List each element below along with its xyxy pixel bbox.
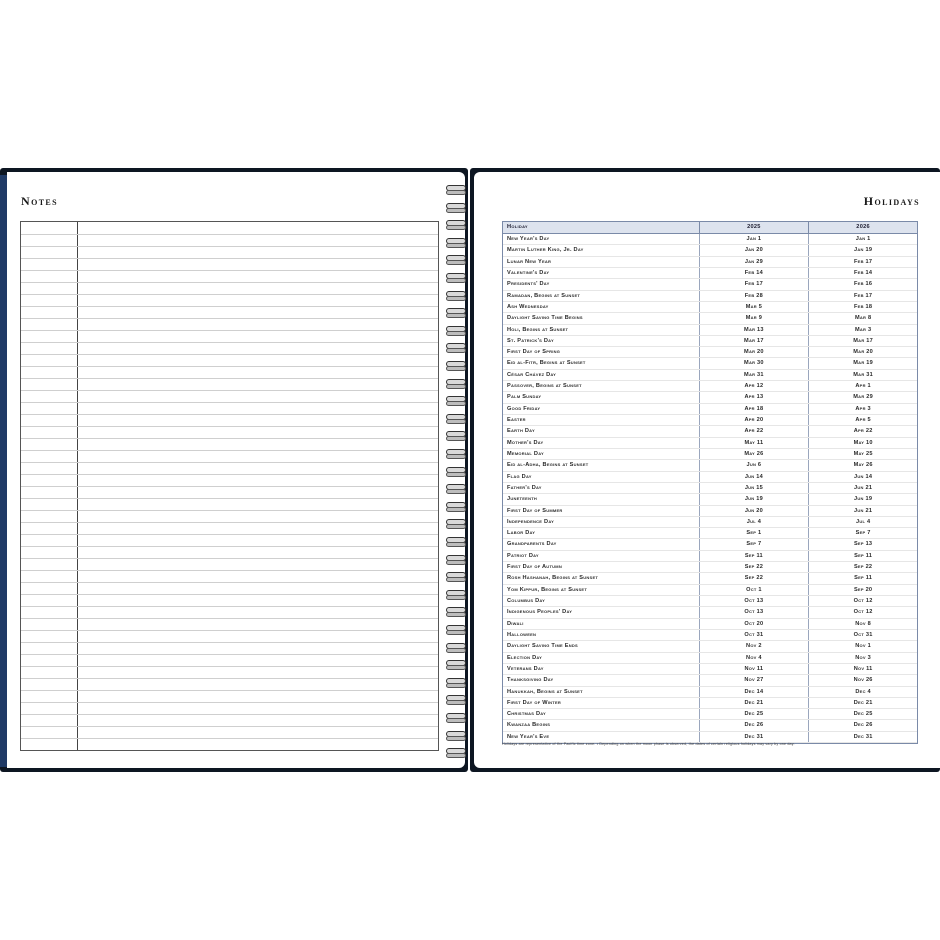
spiral-ring (444, 730, 466, 741)
date-2026-cell: Feb 17 (854, 258, 873, 265)
date-2025-cell: Sep 7 (700, 539, 810, 549)
date-2025-cell: Dec 14 (700, 687, 810, 697)
table-row (503, 370, 917, 381)
spiral-ring (444, 202, 466, 213)
date-2026-cell: Apr 5 (855, 417, 871, 423)
date-2025-cell: Apr 12 (700, 381, 810, 391)
table-row (503, 653, 917, 664)
spiral-ring (444, 307, 466, 318)
date-2026-cell: Dec 31 (853, 733, 873, 740)
date-2025-cell: Jul 4 (700, 517, 810, 527)
ruled-line (21, 690, 438, 691)
date-2026-cell: Jul 4 (855, 518, 871, 525)
date-2026-cell: Sep 13 (853, 541, 873, 548)
date-2025-cell: Jun 6 (700, 460, 810, 470)
holiday-name-cell: First Day of Summer (503, 506, 700, 516)
date-2025-cell: Nov 4 (700, 653, 810, 663)
spiral-ring (444, 501, 466, 512)
ruled-line (21, 390, 438, 391)
holiday-name-cell: First Day of Winter (503, 698, 700, 708)
holiday-name-cell: Independence Day (503, 517, 700, 527)
holiday-name-cell: Thanksgiving Day (503, 675, 700, 685)
date-2025-cell: Feb 28 (700, 291, 810, 301)
date-2025-cell: Mar 5 (700, 302, 810, 312)
date-2026-cell: Oct 31 (853, 631, 873, 638)
holiday-name-cell: Easter (503, 415, 700, 425)
ruled-line (21, 366, 438, 367)
holidays-page (474, 172, 940, 768)
date-2026-cell: Mar 20 (853, 349, 873, 356)
table-row (503, 698, 917, 709)
date-2025-cell: Sep 22 (700, 562, 810, 572)
ruled-line (21, 522, 438, 523)
spiral-binding-icon (444, 176, 466, 766)
date-2026-cell: Sep 7 (855, 530, 871, 537)
holiday-name-cell: Yom Kippur, Begins at Sunset (503, 585, 700, 595)
date-2026-cell: Feb 16 (854, 281, 873, 288)
holiday-name-cell: Presidents' Day (503, 279, 700, 289)
holidays-table-header (502, 221, 918, 234)
table-row (503, 585, 917, 596)
table-row (503, 494, 917, 505)
date-2026-cell: Jan 1 (855, 236, 871, 242)
ruled-line (21, 354, 438, 355)
spiral-ring (444, 642, 466, 653)
table-row (503, 460, 917, 471)
date-2025-cell: Oct 1 (700, 585, 810, 595)
table-row (503, 517, 917, 528)
spiral-ring (444, 219, 466, 230)
ruled-line (21, 630, 438, 631)
date-2026-cell: Jun 21 (854, 507, 873, 514)
cover-edge (0, 175, 7, 767)
spiral-ring (444, 606, 466, 617)
table-row (503, 472, 917, 483)
holidays-footnote: Holidays are representative of the Pacific time zone. • Depending on when the moon phase is observed, the dates of certain religious holidays may vary by one day. (502, 742, 795, 746)
date-2026-cell: Mar 29 (853, 394, 873, 401)
date-2025-cell: Feb 17 (700, 279, 810, 289)
ruled-line (21, 474, 438, 475)
spiral-ring (444, 694, 466, 705)
spiral-ring (444, 184, 466, 195)
holiday-name-cell: Daylight Saving Time Begins (503, 313, 700, 323)
holiday-name-cell: Ramadan, Begins at Sunset (503, 291, 700, 301)
ruled-line (21, 318, 438, 319)
table-row (503, 641, 917, 652)
date-2025-cell: Oct 31 (700, 630, 810, 640)
date-2026-cell: Oct 12 (853, 609, 873, 616)
ruled-line (21, 714, 438, 715)
date-2025-cell: Oct 20 (700, 619, 810, 629)
holiday-name-cell: Columbus Day (503, 596, 700, 606)
date-2025-cell: May 11 (700, 438, 810, 448)
holiday-name-cell: Palm Sunday (503, 392, 700, 402)
date-2026-cell: Apr 3 (855, 405, 871, 412)
date-2025-cell: Feb 14 (700, 268, 810, 278)
table-row (503, 619, 917, 630)
ruled-line (21, 426, 438, 427)
spiral-ring (444, 290, 466, 301)
holiday-name-cell: Labor Day (503, 528, 700, 538)
holiday-name-cell: Mother's Day (503, 438, 700, 448)
spiral-ring (444, 430, 466, 441)
column-header-holiday: Holiday (503, 222, 700, 233)
table-row (503, 664, 917, 675)
ruled-line (21, 342, 438, 343)
holiday-name-cell: Earth Day (503, 426, 700, 436)
ruled-line (21, 414, 438, 415)
notes-page (7, 172, 465, 768)
holiday-name-cell: Flag Day (503, 472, 700, 482)
date-2026-cell: Dec 21 (853, 699, 873, 706)
table-row (503, 449, 917, 460)
table-row (503, 358, 917, 369)
date-2025-cell: Jun 19 (700, 494, 810, 504)
date-2025-cell: Dec 31 (700, 732, 810, 742)
table-row (503, 720, 917, 731)
spiral-ring (444, 659, 466, 670)
holiday-name-cell: Martin Luther King, Jr. Day (503, 245, 700, 255)
table-row (503, 336, 917, 347)
table-row (503, 562, 917, 573)
table-row (503, 392, 917, 403)
spiral-ring (444, 589, 466, 600)
date-2025-cell: Nov 27 (700, 675, 810, 685)
ruled-line (21, 558, 438, 559)
holiday-name-cell: Ash Wednesday (503, 302, 700, 312)
date-2026-cell: May 10 (853, 439, 873, 446)
table-row (503, 506, 917, 517)
spiral-ring (444, 272, 466, 283)
ruled-line (21, 258, 438, 259)
holiday-name-cell: Kwanzaa Begins (503, 720, 700, 730)
ruled-line (21, 294, 438, 295)
spiral-ring (444, 536, 466, 547)
date-2025-cell: Nov 2 (700, 641, 810, 651)
ruled-line (21, 582, 438, 583)
table-row (503, 630, 917, 641)
ruled-line (21, 510, 438, 511)
date-2025-cell: Apr 22 (700, 426, 810, 436)
holidays-table-body (502, 234, 918, 744)
holiday-name-cell: Grandparents Day (503, 539, 700, 549)
table-row (503, 483, 917, 494)
date-2025-cell: Mar 17 (700, 336, 810, 346)
holiday-name-cell: Christmas Day (503, 709, 700, 719)
date-2025-cell: Jan 20 (700, 245, 810, 255)
date-2025-cell: May 26 (700, 449, 810, 459)
spiral-ring (444, 554, 466, 565)
holiday-name-cell: Good Friday (503, 404, 700, 414)
table-row (503, 426, 917, 437)
holiday-name-cell: Lunar New Year (503, 257, 700, 267)
holiday-name-cell: César Chávez Day (503, 370, 700, 380)
holiday-name-cell: Halloween (503, 630, 700, 640)
ruled-line (21, 642, 438, 643)
spiral-ring (444, 571, 466, 582)
date-2025-cell: Mar 9 (700, 313, 810, 323)
holiday-name-cell: First Day of Autumn (503, 562, 700, 572)
spiral-ring (444, 466, 466, 477)
ruled-line (21, 282, 438, 283)
holiday-name-cell: Diwali (503, 619, 700, 629)
date-2026-cell: Mar 3 (854, 326, 872, 333)
date-2025-cell: Mar 13 (700, 325, 810, 335)
holiday-name-cell: Rosh Hashanah, Begins at Sunset (503, 573, 700, 583)
holiday-name-cell: Father's Day (503, 483, 700, 493)
holiday-name-cell: Juneteenth (503, 494, 700, 504)
date-2025-cell: Mar 20 (700, 347, 810, 357)
spiral-ring (444, 254, 466, 265)
holiday-name-cell: Election Day (503, 653, 700, 663)
date-2025-cell: Sep 1 (700, 528, 810, 538)
ruled-line (21, 378, 438, 379)
ruled-line (21, 306, 438, 307)
date-2026-cell: Apr 22 (853, 428, 873, 435)
ruled-line (21, 534, 438, 535)
table-row (503, 607, 917, 618)
ruled-line (21, 654, 438, 655)
date-2025-cell: Mar 31 (700, 370, 810, 380)
date-2025-cell: Mar 30 (700, 358, 810, 368)
date-2026-cell: Apr 1 (855, 383, 871, 390)
table-row (503, 325, 917, 336)
date-2026-cell: Jun 21 (854, 484, 873, 491)
spiral-ring (444, 677, 466, 688)
date-2026-cell: Sep 22 (853, 564, 873, 571)
table-row (503, 313, 917, 324)
ruled-line (21, 450, 438, 451)
ruled-line (21, 498, 438, 499)
column-header-2025: 2025 (700, 222, 810, 233)
table-row (503, 573, 917, 584)
ruled-line (21, 270, 438, 271)
table-row (503, 257, 917, 268)
date-2025-cell: Sep 11 (700, 551, 810, 561)
holiday-name-cell: New Year's Day (503, 234, 700, 244)
table-row (503, 291, 917, 302)
holiday-name-cell: Hanukkah, Begins at Sunset (503, 687, 700, 697)
table-row (503, 404, 917, 415)
date-2026-cell: Mar 19 (853, 360, 873, 367)
date-2026-cell: Mar 8 (854, 315, 872, 322)
ruled-line (21, 546, 438, 547)
holiday-name-cell: Passover, Begins at Sunset (503, 381, 700, 391)
spiral-ring (444, 237, 466, 248)
table-row (503, 415, 917, 426)
spiral-ring (444, 395, 466, 406)
date-2026-cell: Feb 14 (854, 269, 873, 276)
table-row (503, 438, 917, 449)
holiday-name-cell: Daylight Saving Time Ends (503, 641, 700, 651)
table-row (503, 539, 917, 550)
date-2026-cell: Sep 11 (854, 552, 873, 559)
spiral-ring (444, 624, 466, 635)
spiral-ring (444, 483, 466, 494)
date-2025-cell: Nov 11 (700, 664, 810, 674)
holiday-name-cell: Valentine's Day (503, 268, 700, 278)
date-2025-cell: Apr 13 (700, 392, 810, 402)
table-row (503, 596, 917, 607)
table-row (503, 268, 917, 279)
date-2025-cell: Jan 1 (700, 234, 810, 244)
date-2025-cell: Jun 20 (700, 506, 810, 516)
date-2025-cell: Apr 20 (700, 415, 810, 425)
holiday-name-cell: Veterans Day (503, 664, 700, 674)
ruled-line (21, 726, 438, 727)
date-2026-cell: May 25 (853, 450, 873, 457)
ruled-line (21, 594, 438, 595)
table-row (503, 245, 917, 256)
table-row (503, 675, 917, 686)
table-row (503, 302, 917, 313)
spiral-ring (444, 518, 466, 529)
ruled-line (21, 606, 438, 607)
date-2026-cell: Dec 4 (855, 688, 871, 695)
ruled-line (21, 402, 438, 403)
date-2025-cell: Oct 13 (700, 596, 810, 606)
ruled-line (21, 678, 438, 679)
table-row (503, 687, 917, 698)
ruled-line (21, 438, 438, 439)
date-2026-cell: Feb 17 (854, 292, 873, 299)
date-2025-cell: Sep 22 (700, 573, 810, 583)
holiday-name-cell: Eid al-Adha, Begins at Sunset (503, 460, 700, 470)
spiral-ring (444, 747, 466, 758)
spiral-ring (444, 360, 466, 371)
column-header-2026: 2026 (856, 224, 870, 230)
spiral-ring (444, 325, 466, 336)
notes-ruled-area[interactable] (20, 221, 439, 751)
spiral-ring (444, 378, 466, 389)
ruled-line (21, 570, 438, 571)
date-2025-cell: Dec 21 (700, 698, 810, 708)
table-row (503, 709, 917, 720)
holiday-name-cell: Eid al-Fitr, Begins at Sunset (503, 358, 700, 368)
spiral-ring (444, 712, 466, 723)
date-2026-cell: Sep 11 (854, 575, 873, 582)
holiday-name-cell: Memorial Day (503, 449, 700, 459)
date-2026-cell: Dec 25 (853, 711, 873, 718)
spiral-ring (444, 448, 466, 459)
date-2026-cell: Nov 26 (853, 677, 873, 684)
date-2025-cell: Apr 18 (700, 404, 810, 414)
table-row (503, 551, 917, 562)
date-2025-cell: Jun 15 (700, 483, 810, 493)
ruled-line (21, 246, 438, 247)
date-2026-cell: Jun 19 (854, 496, 873, 503)
spiral-ring (444, 413, 466, 424)
table-row (503, 381, 917, 392)
date-2026-cell: Nov 11 (853, 665, 873, 672)
table-row (503, 234, 917, 245)
table-row (503, 347, 917, 358)
ruled-line (21, 462, 438, 463)
ruled-line (21, 738, 438, 739)
ruled-line (21, 702, 438, 703)
date-2025-cell: Dec 25 (700, 709, 810, 719)
ruled-line (21, 330, 438, 331)
date-2026-cell: Mar 31 (853, 371, 873, 378)
date-2026-cell: Sep 20 (853, 586, 873, 593)
date-2026-cell: Feb 18 (854, 303, 873, 310)
date-2025-cell: Dec 26 (700, 720, 810, 730)
notes-title: Notes (21, 194, 59, 208)
holidays-table (502, 221, 918, 744)
table-row (503, 279, 917, 290)
date-2025-cell: Oct 13 (700, 607, 810, 617)
date-2026-cell: Nov 1 (855, 643, 871, 650)
ruled-line (21, 666, 438, 667)
holiday-name-cell: First Day of Spring (503, 347, 700, 357)
holiday-name-cell: New Year's Eve (503, 732, 700, 742)
table-row (503, 528, 917, 539)
date-2026-cell: Oct 12 (853, 598, 873, 604)
date-2026-cell: Jun 14 (854, 473, 873, 480)
date-2026-cell: Mar 17 (853, 337, 873, 344)
date-2026-cell: Dec 26 (853, 722, 873, 729)
ruled-line (21, 618, 438, 619)
ruled-line (21, 486, 438, 487)
date-2026-cell: Nov 8 (855, 620, 871, 627)
holiday-name-cell: Holi, Begins at Sunset (503, 325, 700, 335)
holiday-name-cell: Patriot Day (503, 551, 700, 561)
holiday-name-cell: St. Patrick's Day (503, 336, 700, 346)
holiday-name-cell: Indigenous Peoples' Day (503, 607, 700, 617)
date-2026-cell: May 26 (853, 462, 873, 469)
date-2025-cell: Jan 29 (700, 257, 810, 267)
holidays-title: Holidays (863, 194, 920, 208)
ruled-line (21, 234, 438, 235)
date-2025-cell: Jun 14 (700, 472, 810, 482)
date-2026-cell: Nov 3 (855, 654, 871, 661)
spiral-ring (444, 342, 466, 353)
date-2026-cell: Jan 19 (854, 247, 873, 254)
